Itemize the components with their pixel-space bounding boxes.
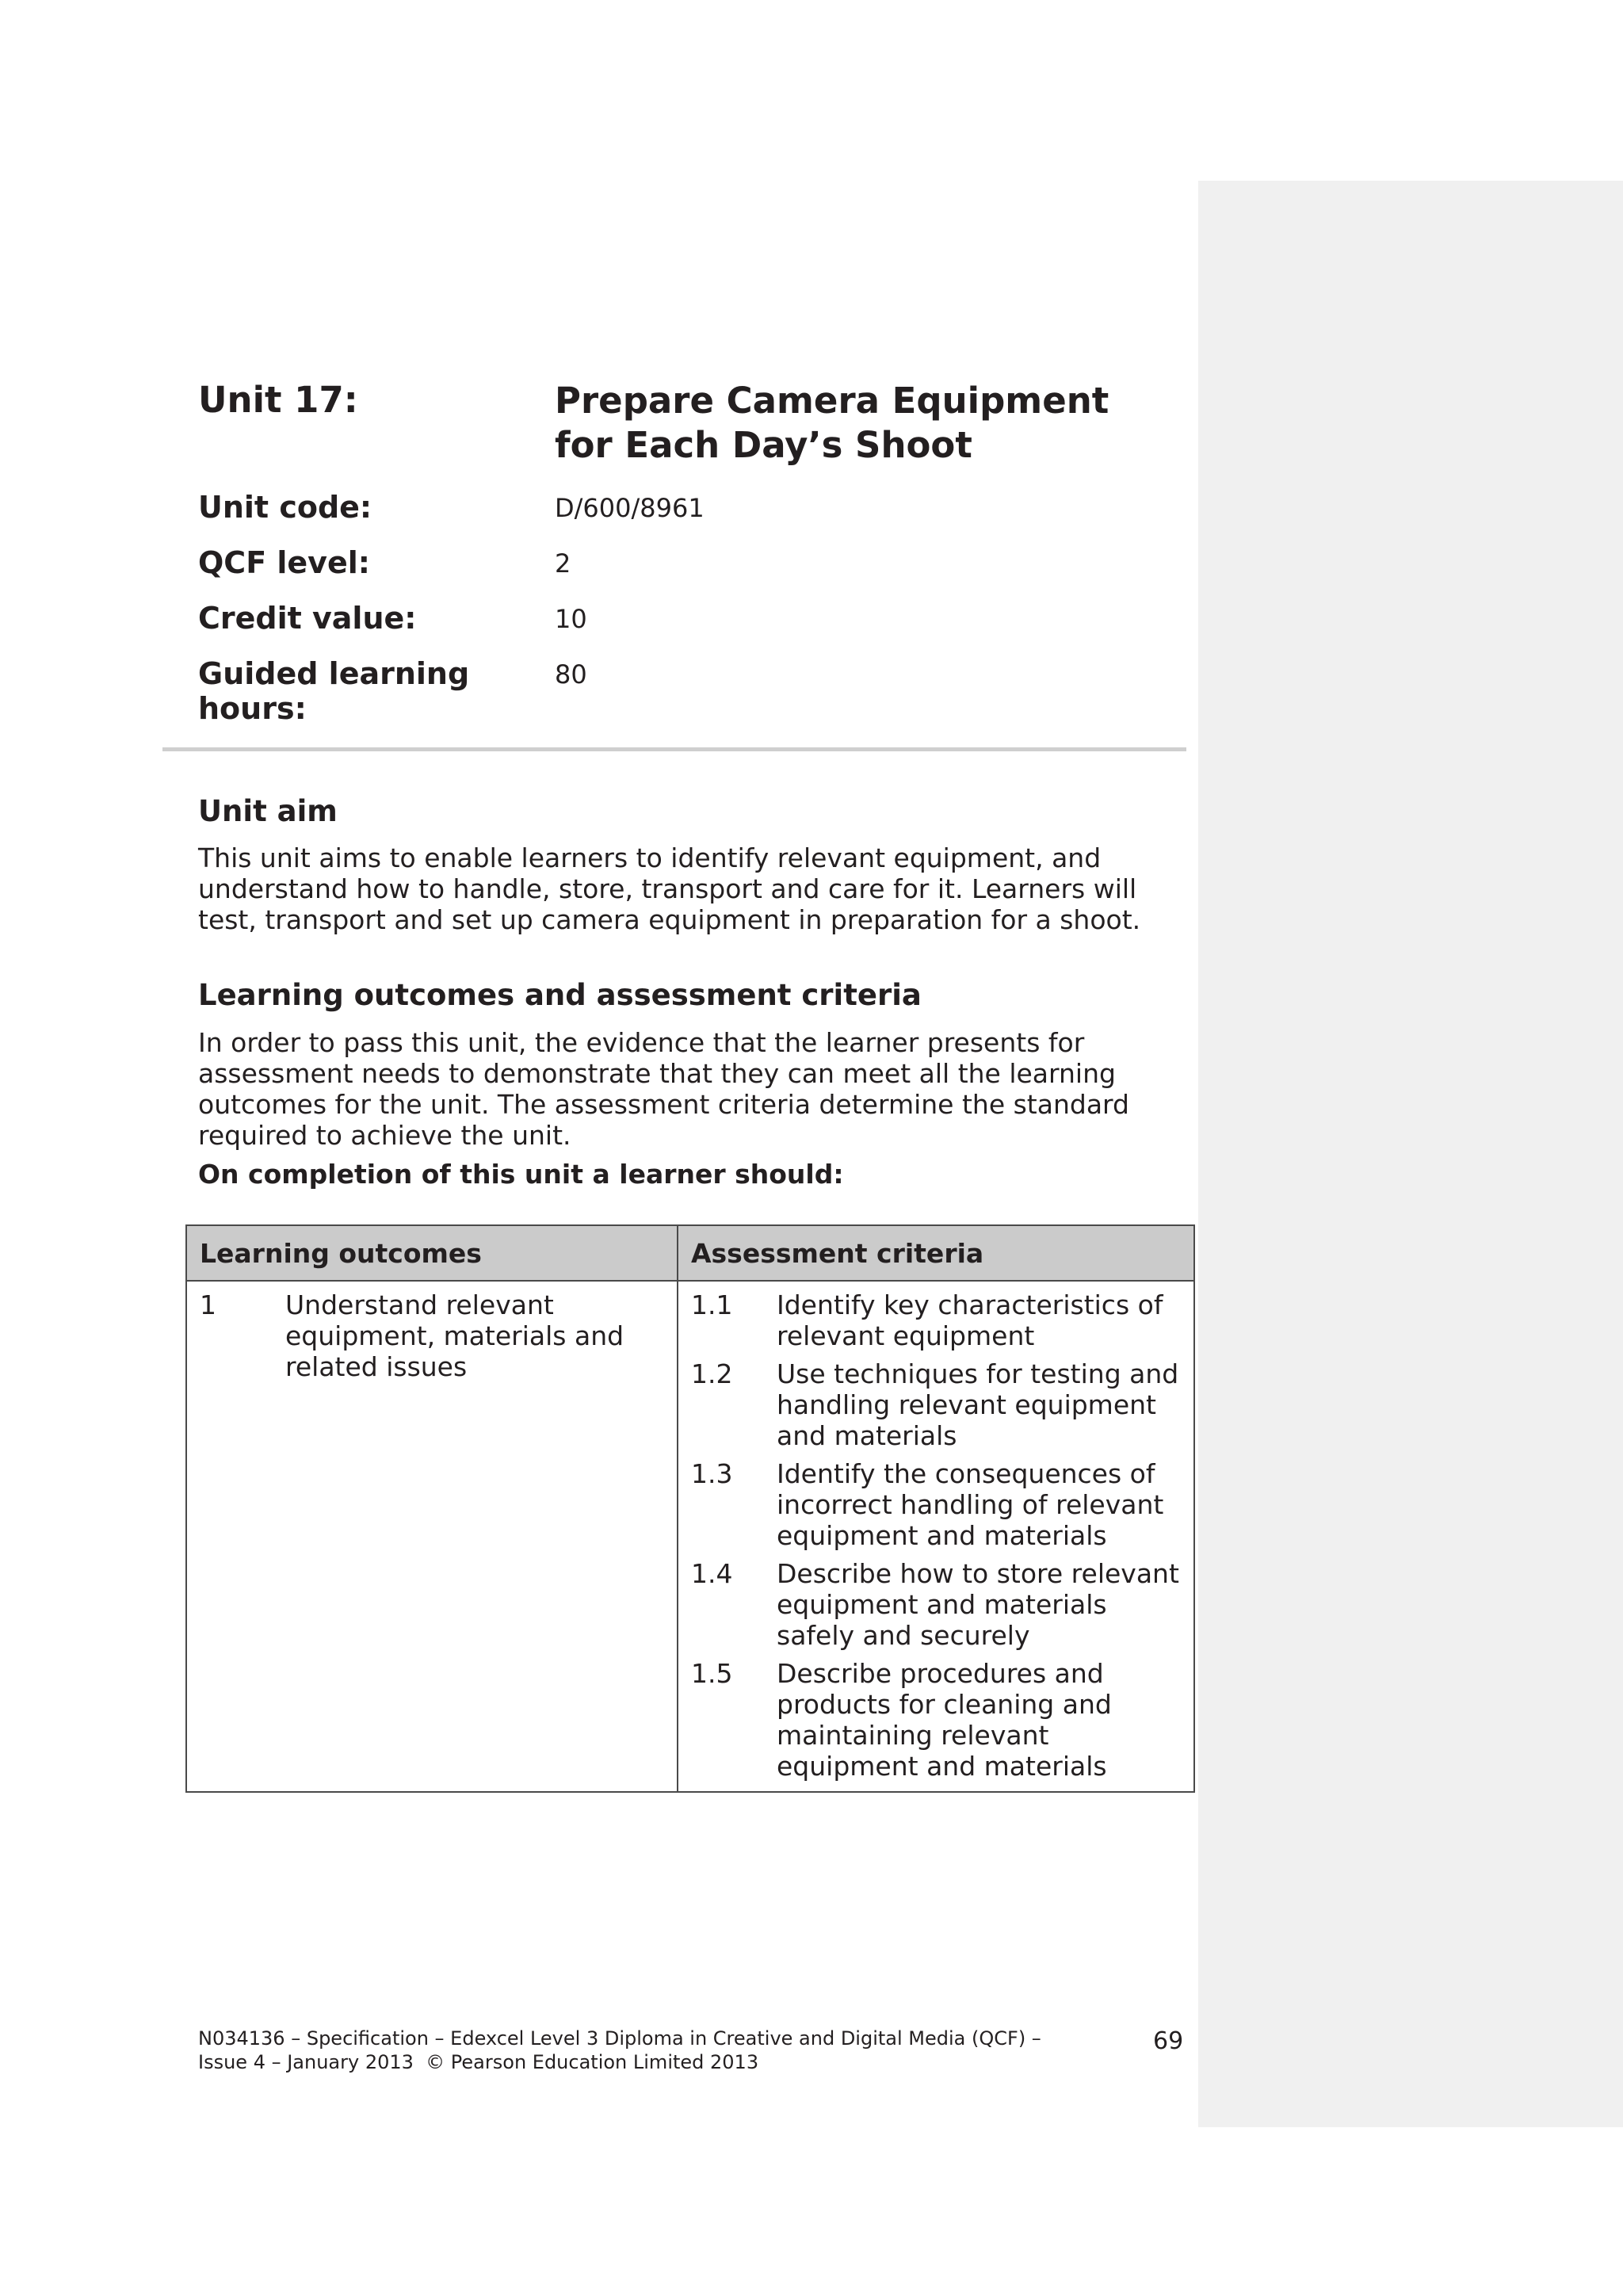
credit-value-label: Credit value: xyxy=(198,601,417,636)
footer-text xyxy=(198,2027,1078,2074)
unit-code-value: D/600/8961 xyxy=(555,493,705,523)
criterion-item xyxy=(691,1289,1181,1351)
criterion-text: Describe procedures and products for cleaning and maintaining relevant equipment and materials xyxy=(777,1658,1112,1782)
credit-value-row xyxy=(198,601,1189,636)
guided-hours-label: Guided learning hours: xyxy=(198,656,470,726)
qcf-level-value: 2 xyxy=(555,548,571,579)
margin-panel xyxy=(1198,181,1623,2127)
learning-outcomes-header: Learning outcomes xyxy=(186,1225,678,1281)
criterion-text: Describe how to store relevant equipment and materials safely and securely xyxy=(777,1558,1179,1651)
learning-outcome-item xyxy=(200,1289,664,1382)
criterion-number: 1.4 xyxy=(691,1558,733,1589)
criterion-item xyxy=(691,1658,1181,1782)
unit-code-row xyxy=(198,490,1189,525)
assessment-criteria-cell xyxy=(678,1281,1194,1792)
qcf-level-label: QCF level: xyxy=(198,545,370,580)
criterion-item xyxy=(691,1458,1181,1551)
criterion-item xyxy=(691,1558,1181,1651)
criterion-text: Identify the consequences of incorrect handling of relevant equipment and materials xyxy=(777,1458,1164,1551)
criterion-number: 1.2 xyxy=(691,1358,733,1389)
learning-outcomes-intro: In order to pass this unit, the evidence that the learner presents for assessment needs to demonstrate that they can meet all the learning outcomes for the unit. The assessment criteria determine the standard required to achieve the unit. xyxy=(198,1027,1129,1151)
criterion-number: 1.3 xyxy=(691,1458,733,1489)
page-number: 69 xyxy=(1153,2027,1184,2055)
unit-aim-heading: Unit aim xyxy=(198,794,338,828)
learning-outcome-text: Understand relevant equipment, materials and related issues xyxy=(285,1289,624,1382)
criterion-text: Identify key characteristics of relevant equipment xyxy=(777,1289,1163,1351)
learning-outcome-number: 1 xyxy=(200,1289,216,1320)
unit-number: Unit 17: xyxy=(198,379,358,421)
table-header-row xyxy=(186,1225,1194,1281)
table-row xyxy=(186,1281,1194,1792)
footer-line-1: N034136 – Specification – Edexcel Level 3 Diploma in Creative and Digital Media (QCF) – xyxy=(198,2027,1041,2050)
criterion-text: Use techniques for testing and handling relevant equipment and materials xyxy=(777,1358,1179,1451)
credit-value-value: 10 xyxy=(555,604,587,634)
criterion-number: 1.1 xyxy=(691,1289,733,1320)
guided-hours-value: 80 xyxy=(555,659,587,690)
assessment-criteria-header: Assessment criteria xyxy=(678,1225,1194,1281)
unit-aim-text: This unit aims to enable learners to identify relevant equipment, and understand how to handle, store, transport and care for it. Learners will test, transport and set up camera equipment in preparation for a shoot. xyxy=(198,842,1141,935)
learning-outcomes-heading: Learning outcomes and assessment criteria xyxy=(198,978,922,1012)
completion-line: On completion of this unit a learner should: xyxy=(198,1159,844,1190)
criterion-item xyxy=(691,1358,1181,1451)
section-divider xyxy=(162,747,1186,751)
qcf-level-row xyxy=(198,545,1189,580)
criterion-number: 1.5 xyxy=(691,1658,733,1689)
unit-title: Prepare Camera Equipment for Each Day’s Shoot xyxy=(555,380,1109,466)
footer-line-2: Issue 4 – January 2013 © Pearson Education Limited 2013 xyxy=(198,2051,759,2073)
learning-outcome-cell xyxy=(186,1281,678,1792)
unit-code-label: Unit code: xyxy=(198,490,372,525)
guided-hours-row xyxy=(198,656,1189,726)
outcomes-criteria-table xyxy=(185,1224,1195,1793)
